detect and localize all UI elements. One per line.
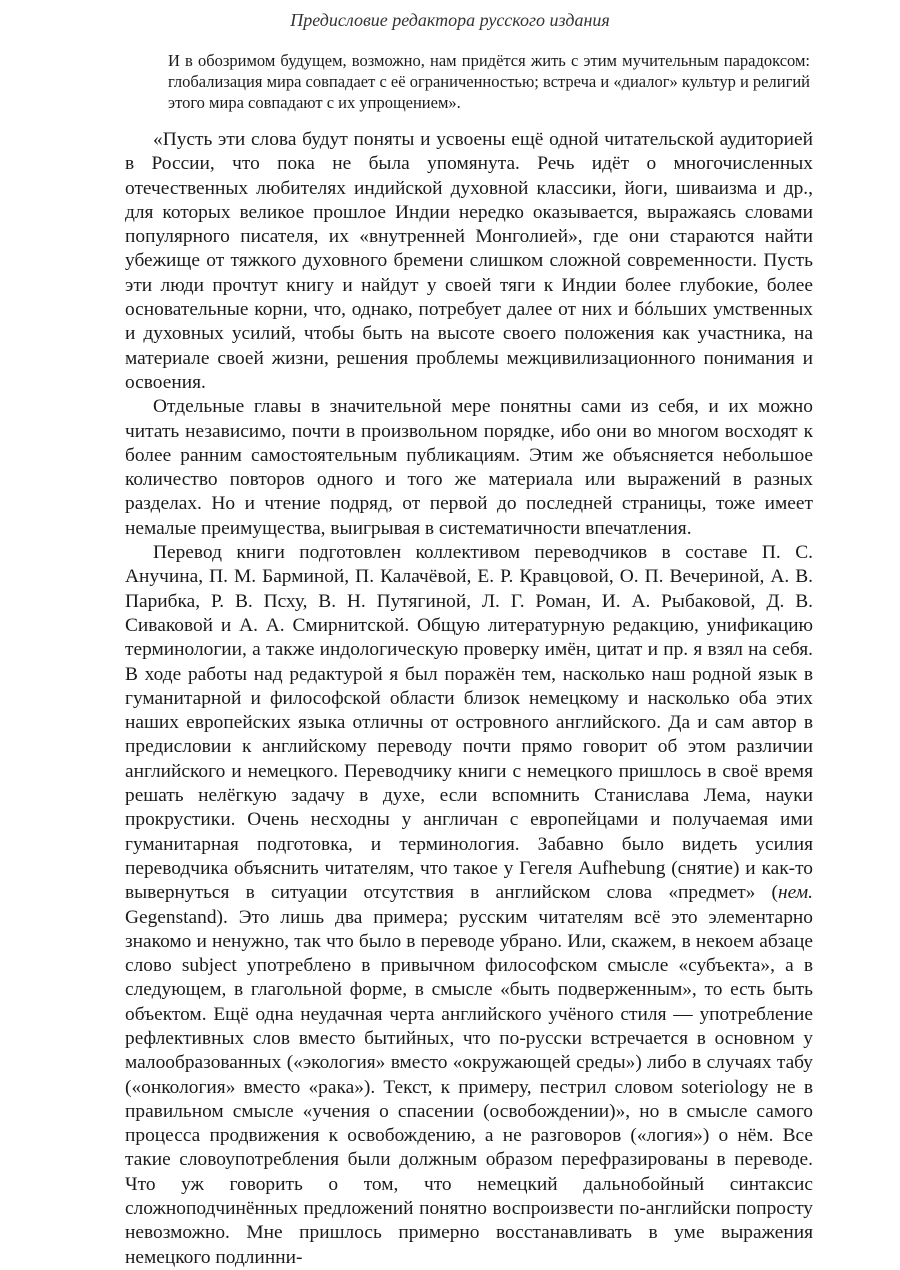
paragraph-translation (125, 541, 813, 1270)
paragraph-translation-part2: Gegenstand). Это лишь два примера; русским читателям всё это элементарно знакомо и ненужно, так что было в переводе убрано. Или, скажем, в некоем абзаце слово subject употреблено в привычном философском смысле «субъекта», а в следующем, в глагольной форме, в смысле «быть подверженным», то есть быть объектом. Ещё одна неудачная черта английского учёного стиля — употребление рефлективных слов вместо бытийных, что по-русски встречается в основном у малообразованных («экология» вместо «окружающей среды») либо в случаях табу («онкология» вместо «рака»). Текст, к примеру, пестрил словом soteriology не в правильном смысле «учения о спасении (освобождении)», но в смысле самого процесса продвижения к освобождению, а не разговоров («логия») о нём. Все такие словоупотребления были должным образом перефразированы в переводе. Что уж говорить о том, что немецкий дальнобойный синтаксис сложноподчинённых предложений понятно воспроизвести по-английски попросту невозможно. Мне пришлось примерно восстанавливать в уме выражения немецкого подлинни- (125, 906, 813, 1268)
abbreviation-nem: нем. (778, 882, 813, 904)
running-head-title: Предисловие редактора русского издания (290, 10, 610, 30)
main-text (125, 128, 813, 1270)
paragraph-chapters: Отдельные главы в значительной мере понятны сами из себя, и их можно читать независимо, почти в произвольном порядке, ибо они во многом восходят к более ранним самостоятельным публикациям. Этим же объясняется небольшое количество повторов одного и того же материала или выражений в разных разделах. Но и чтение подряд, от первой до последней страницы, тоже имеет немалые преимущества, выигрывая в систематичности впечатления. (125, 396, 813, 539)
paragraph-readers: «Пусть эти слова будут поняты и усвоены ещё одной читательской аудиторией в России, что пока не была упомянута. Речь идёт о многочисленных отечественных любителях индийской духовной классики, йоги, шиваизма и др., для которых великое прошлое Индии нередко оказывается, выражаясь словами популярного писателя, их «внутренней Монголией», где они стараются найти убежище от тяжкого духовного бремени слишком сложной современности. Пусть эти люди прочтут книгу и найдут у своей тяги к Индии более глубокие, более основательные корни, что, однако, потребует далее от них и бóльших умственных и духовных усилий, чтобы быть на высоте своего положения как участника, на материале своей жизни, решения проблемы межцивилизационного понимания и освоения. (125, 129, 813, 393)
paragraph-translation-part1: Перевод книги подготовлен коллективом переводчиков в составе П. С. Анучина, П. М. Барминой, П. Калачёвой, Е. Р. Кравцовой, О. П. Вечериной, А. В. Парибка, Р. В. Псху, В. Н. Путягиной, Л. Г. Роман, И. А. Рыбаковой, Д. В. Сиваковой и А. А. Смирнитской. Общую литературную редакцию, унификацию терминологии, а также индологическую проверку имён, цитат и пр. я взял на себя. В ходе работы над редактурой я был поражён тем, насколько наш родной язык в гуманитарной и философской области близок немецкому и насколько оба этих наших европейских языка отличны от островного английского. Да и сам автор в предисловии к английскому переводу почти прямо говорит об этом различии английского и немецкого. Переводчику книги с немецкого пришлось в своё время решать нелёгкую задачу в духе, если вспомнить Станислава Лема, науки прокрустики. Очень несходны у англичан с европейцами и получаемая ими гуманитарная подготовка, и терминология. Забавно было видеть усилия переводчика объяснить читателям, что такое у Гегеля Aufhebung (снятие) и как-то вывернуться в ситуации отсутствия в английском слова «предмет» ( (125, 542, 813, 904)
block-quote: И в обозримом будущем, возможно, нам придётся жить с этим мучительным парадоксом: глобализация мира совпадает с её ограниченностью; встреча и «диалог» культур и религий этого мира совпадают с их упрощением». (168, 51, 810, 112)
